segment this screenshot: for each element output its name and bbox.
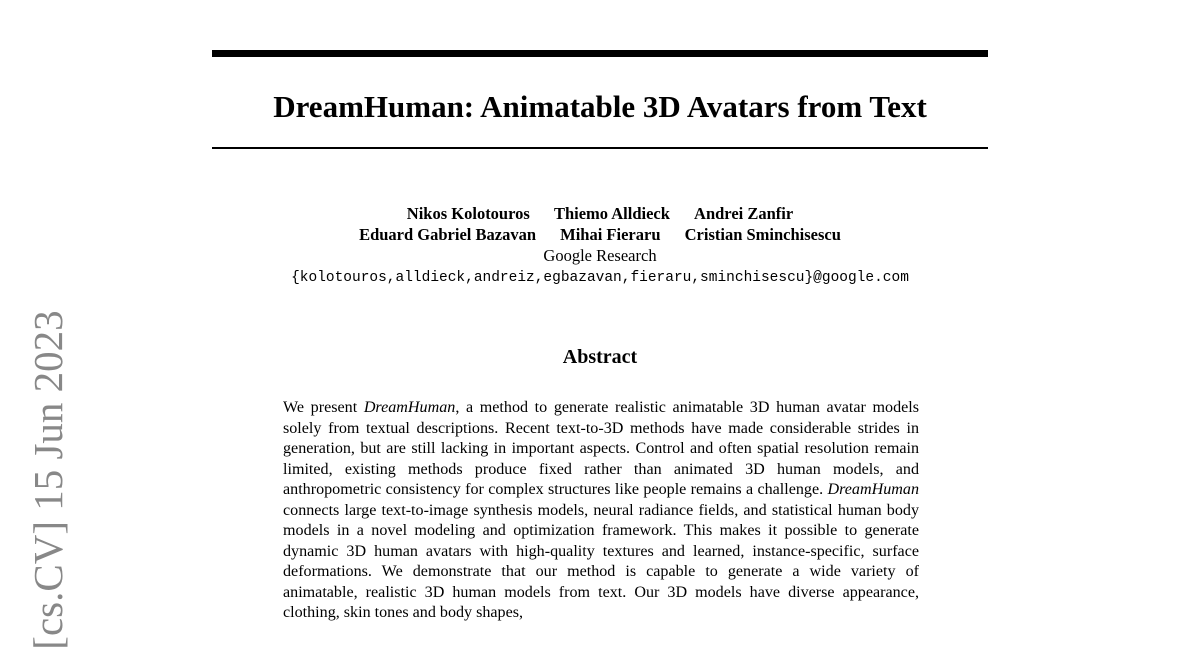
author-name: Mihai Fieraru (560, 225, 661, 244)
author-name: Cristian Sminchisescu (684, 225, 841, 244)
arxiv-side-stamp: [cs.CV] 15 Jun 2023 (25, 310, 71, 650)
method-name-emphasis: DreamHuman (363, 399, 456, 416)
author-name: Andrei Zanfir (694, 204, 794, 223)
affiliation: Google Research (543, 246, 657, 265)
author-name: Thiemo Alldieck (553, 204, 670, 223)
abstract-text: , a method to generate realistic animatable 3D human avatar models solely from textual descriptions. Recent text-to-3D methods have made considerable strides in generation, but are still lacking in important aspects. Control and often spatial resolution remain limited, existing methods produce fixed rather than animated 3D human models, and anthropometric consistency for complex structures like people remains a challenge. (283, 399, 919, 498)
title-top-rule (212, 50, 988, 57)
title-bottom-rule (212, 147, 988, 149)
abstract-text: connects large text-to-image synthesis models, neural radiance fields, and statistical human body models in a novel modeling and optimization framework. This makes it possible to generate dynamic 3D human avatars with high-quality textures and learned, instance-specific, surface deformations. We demonstrate that our method is capable to generate a wide variety of animatable, realistic 3D human models from text. Our 3D models have diverse appearance, clothing, skin tones and body shapes, (283, 501, 919, 621)
abstract-heading: Abstract (562, 346, 638, 368)
author-block (212, 203, 988, 266)
author-line-1 (212, 203, 988, 224)
paper-title: DreamHuman: Animatable 3D Avatars from Text (273, 89, 927, 124)
author-name: Eduard Gabriel Bazavan (359, 225, 537, 244)
method-name-emphasis: DreamHuman (827, 481, 919, 498)
abstract-text: We present (283, 399, 364, 416)
author-name: Nikos Kolotouros (406, 204, 530, 223)
author-emails: {kolotouros,alldieck,andreiz,egbazavan,fieraru,sminchisescu}@google.com (291, 270, 909, 286)
author-line-2 (212, 224, 988, 245)
abstract-body (283, 398, 919, 648)
